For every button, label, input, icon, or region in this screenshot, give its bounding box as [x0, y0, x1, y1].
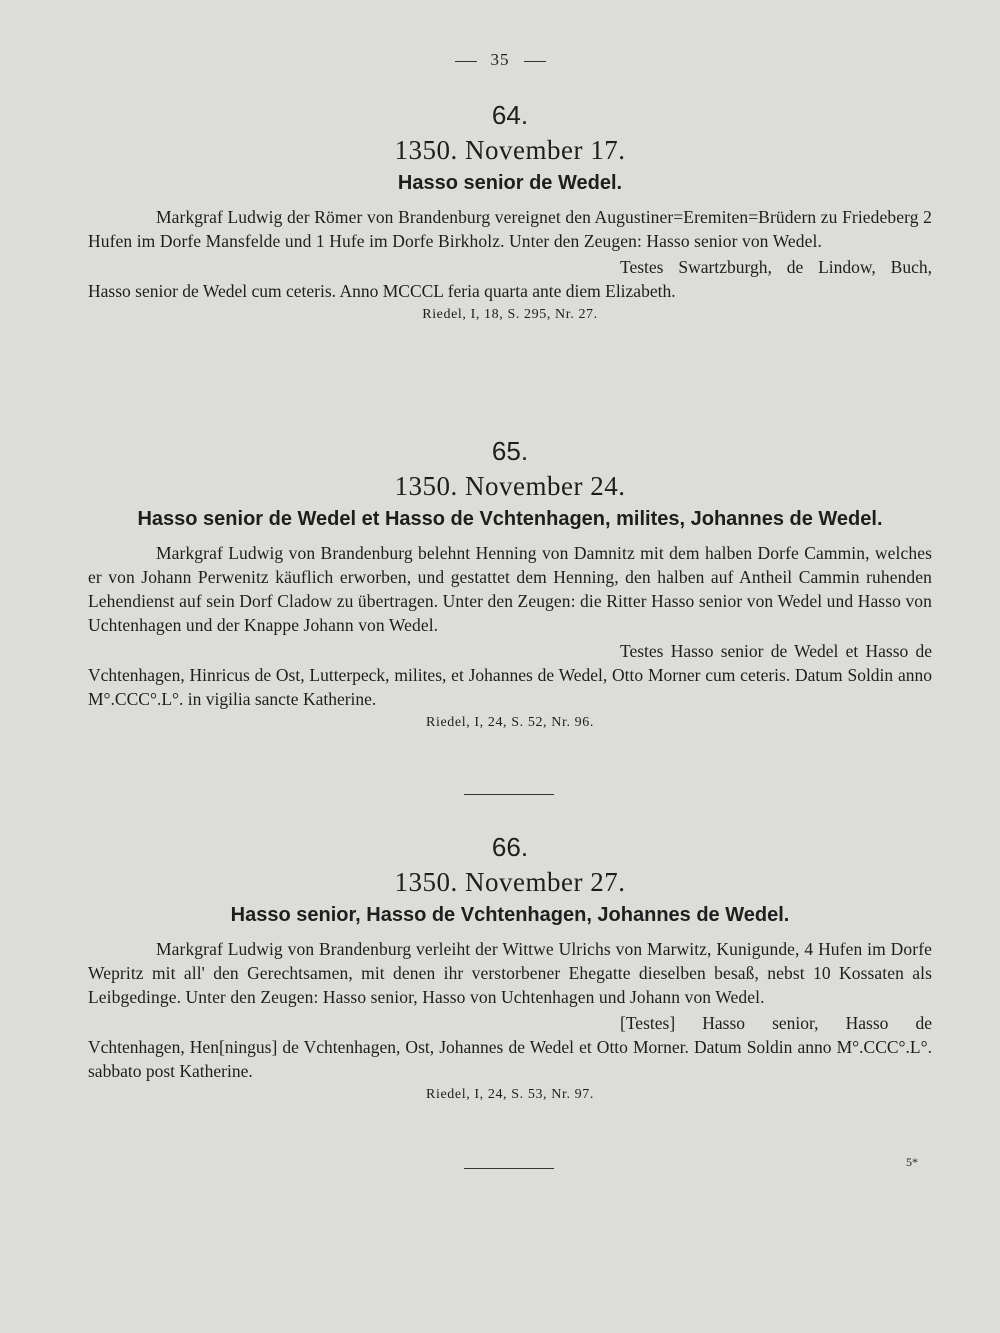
end-divider — [464, 1168, 554, 1169]
page-number: 35 — [0, 50, 1000, 70]
signature-mark: 5* — [906, 1155, 918, 1169]
section-divider — [464, 794, 554, 795]
entry-65 — [88, 436, 932, 731]
entry-heading: Hasso senior, Hasso de Vchtenhagen, Johannes de Wedel. — [230, 904, 790, 926]
german-summary: Markgraf Ludwig von Brandenburg verleiht der Wittwe Ulrichs von Marwitz, Kunigunde, 4 Hufen im Dorfe Wepritz mit all' den Gerechtsamen, mit denen ihr verstorbener Ehegatte dieselben besaß, nebst 10 Kossaten als Leibgedinge. Unter den Zeugen: Hasso senior, Hasso von Uchtenhagen und Johann von Wedel. — [88, 939, 932, 1007]
entry-64 — [88, 100, 932, 323]
entry-heading: Hasso senior de Wedel. — [397, 172, 623, 194]
german-summary: Markgraf Ludwig der Römer von Brandenburg vereignet den Augustiner=Eremiten=Brüdern zu Friedeberg 2 Hufen im Dorfe Mansfelde und 1 Hufe im Dorfe Birkholz. Unter den Zeugen: Hasso senior von Wedel. — [88, 207, 932, 251]
source-citation: Riedel, I, 24, S. 52, Nr. 96. — [426, 715, 594, 730]
entry-number: 65. — [491, 436, 529, 466]
latin-witness-text: [Testes] Hasso senior, Hasso de Vchtenhagen, Hen[ningus] de Vchtenhagen, Ost, Johannes de Wedel et Otto Morner. Datum Soldin anno M°.CCC°.L°. sabbato post Katherine. — [88, 1013, 932, 1081]
entry-date: 1350. November 17. — [394, 135, 626, 165]
dash-left — [455, 61, 477, 62]
source-citation: Riedel, I, 18, S. 295, Nr. 27. — [422, 307, 598, 322]
german-summary: Markgraf Ludwig von Brandenburg belehnt Henning von Damnitz mit dem halben Dorfe Cammin, welches er von Johann Perwenitz käuflich erworben, und gestattet dem Henning, den halben auf Antheil Cammin ruhenden Lehendienst auf sein Dorf Cladow zu übertragen. Unter den Zeugen: die Ritter Hasso senior von Wedel und Hasso von Uchtenhagen und der Knappe Johann von Wedel. — [88, 543, 933, 635]
latin-witness-text: Testes Swartzburgh, de Lindow, Buch, Hasso senior de Wedel cum ceteris. Anno MCCCL feria quarta ante diem Elizabeth. — [88, 257, 932, 301]
entry-date: 1350. November 27. — [394, 867, 626, 897]
entry-number: 64. — [491, 100, 529, 130]
dash-right — [524, 61, 546, 62]
latin-witness-text: Testes Hasso senior de Wedel et Hasso de Vchtenhagen, Hinricus de Ost, Lutterpeck, milites, et Johannes de Wedel, Otto Morner cum ceteris. Datum Soldin anno M°.CCC°.L°. in vigilia sancte Katherine. — [88, 641, 932, 709]
source-citation: Riedel, I, 24, S. 53, Nr. 97. — [426, 1087, 594, 1102]
entry-66 — [88, 832, 932, 1103]
entry-heading: Hasso senior de Wedel et Hasso de Vchtenhagen, milites, Johannes de Wedel. — [137, 508, 883, 530]
entry-number: 66. — [491, 832, 529, 862]
entry-date: 1350. November 24. — [394, 471, 626, 501]
